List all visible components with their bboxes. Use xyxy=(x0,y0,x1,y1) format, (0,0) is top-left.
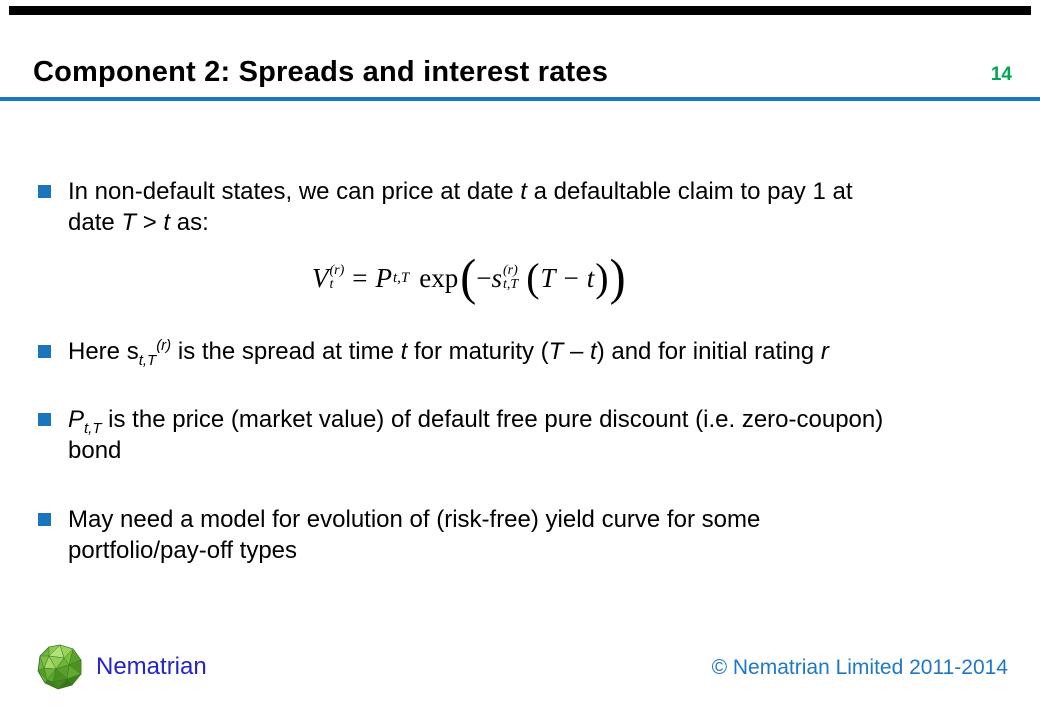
bullet-square-icon xyxy=(38,413,51,426)
bullet-text: Here $s_{t,T}^{(r)}$ is the spread at time t for maturity (T – t) and for initial rating r xyxy=(68,337,829,369)
formula-outer-open-paren: ( xyxy=(460,249,477,306)
formula-P: P xyxy=(375,262,393,293)
copyright-notice: © Nematrian Limited 2011-2014 xyxy=(711,656,1008,679)
formula-V: V xyxy=(312,262,329,293)
bullet-item-3 xyxy=(38,404,968,466)
formula-inner-open-paren: ( xyxy=(526,255,540,300)
top-black-bar xyxy=(9,6,1031,15)
slide-title: Component 2: Spreads and interest rates xyxy=(33,56,609,88)
bullet-item-2 xyxy=(38,336,968,367)
bullet-square-icon xyxy=(38,513,51,526)
formula-s-supsub: (r) t,T xyxy=(503,263,519,292)
formula-inner-minus: − xyxy=(563,262,579,293)
formula-minus: − xyxy=(476,262,492,293)
bullet-square-icon xyxy=(38,185,51,198)
nematrian-polyhedron-logo-icon xyxy=(36,643,84,691)
formula-exp: exp xyxy=(419,262,459,293)
page-number: 14 xyxy=(990,64,1012,85)
formula-V-supsub: (r) t xyxy=(329,263,345,292)
brand-name: Nematrian xyxy=(96,653,207,680)
formula-t: t xyxy=(586,262,595,293)
bullet-text: $P_{t,T}$ is the price (market value) of default free pure discount (i.e. zero-coupon) bond xyxy=(68,406,884,464)
bullet-item-4 xyxy=(38,504,968,566)
formula-equals: = xyxy=(352,262,368,293)
formula-T: T xyxy=(540,262,556,293)
bullet-text: May need a model for evolution of (risk-free) yield curve for some portfolio/pay-off types xyxy=(68,506,761,564)
formula-s: s xyxy=(491,262,502,293)
title-underline-rule xyxy=(0,97,1040,101)
bullet-item-1 xyxy=(38,176,968,238)
bullet-square-icon xyxy=(38,345,51,358)
formula-defaultable-claim-price: V (r) t = P t,T exp ( − s (r) t,T ( T − t ) ) xyxy=(312,249,626,306)
bullet-text: In non-default states, we can price at date t a defaultable claim to pay 1 at date T > t as: xyxy=(68,178,853,236)
formula-inner-close-paren: ) xyxy=(595,255,609,300)
formula-outer-close-paren: ) xyxy=(609,249,626,306)
